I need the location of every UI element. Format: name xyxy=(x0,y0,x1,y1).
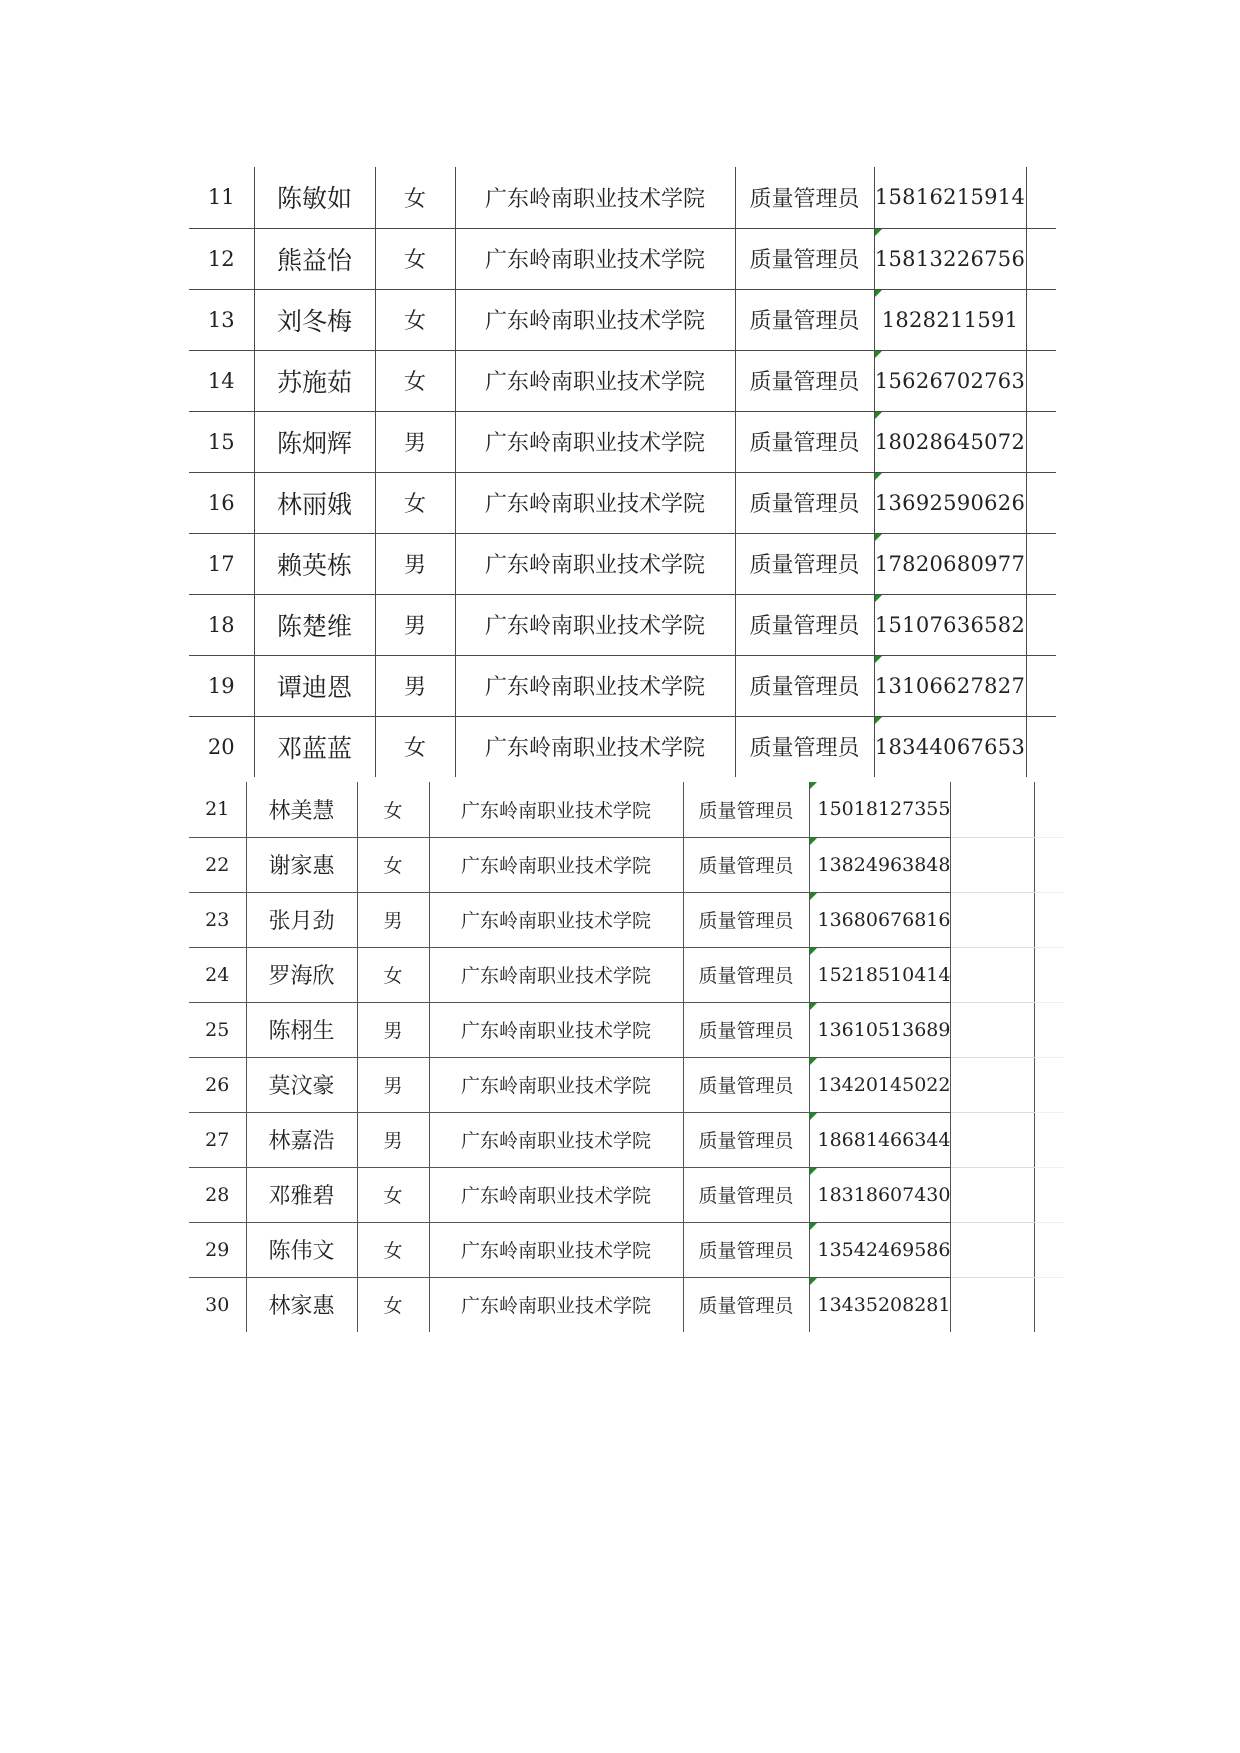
person-name: 陈楚维 xyxy=(254,594,375,655)
empty-cell xyxy=(1026,289,1056,350)
gender: 男 xyxy=(357,892,429,947)
empty-cell xyxy=(1026,655,1056,716)
comment-marker-icon xyxy=(810,1113,817,1120)
row-number: 15 xyxy=(189,411,254,472)
school-name: 广东岭南职业技术学院 xyxy=(455,350,735,411)
school-name: 广东岭南职业技术学院 xyxy=(455,472,735,533)
role: 质量管理员 xyxy=(735,533,874,594)
role: 质量管理员 xyxy=(735,716,874,777)
person-name: 罗海欣 xyxy=(246,947,357,1002)
table-row xyxy=(189,1057,1064,1112)
gender: 女 xyxy=(357,1222,429,1277)
comment-marker-icon xyxy=(875,290,882,297)
gender: 女 xyxy=(357,947,429,1002)
table-row xyxy=(189,167,1056,228)
comment-marker-icon xyxy=(875,412,882,419)
person-name: 林家惠 xyxy=(246,1277,357,1332)
gender: 女 xyxy=(375,167,455,228)
school-name: 广东岭南职业技术学院 xyxy=(429,1222,683,1277)
comment-marker-icon xyxy=(810,1168,817,1175)
school-name: 广东岭南职业技术学院 xyxy=(429,1167,683,1222)
gender: 男 xyxy=(375,655,455,716)
phone-number: 1828211591 xyxy=(874,289,1026,350)
gender: 女 xyxy=(357,1167,429,1222)
comment-marker-icon xyxy=(875,229,882,236)
comment-marker-icon xyxy=(810,1003,817,1010)
gender: 女 xyxy=(375,350,455,411)
school-name: 广东岭南职业技术学院 xyxy=(455,655,735,716)
roster-table-1 xyxy=(189,167,1056,777)
person-name: 张月劲 xyxy=(246,892,357,947)
person-name: 熊益怡 xyxy=(254,228,375,289)
phone-number: 13610513689 xyxy=(809,1002,951,1057)
role: 质量管理员 xyxy=(735,655,874,716)
empty-cell xyxy=(1035,947,1064,1002)
person-name: 苏施茹 xyxy=(254,350,375,411)
table-row xyxy=(189,472,1056,533)
role: 质量管理员 xyxy=(683,1167,809,1222)
table-row xyxy=(189,655,1056,716)
table-row xyxy=(189,533,1056,594)
gender: 女 xyxy=(357,1277,429,1332)
role: 质量管理员 xyxy=(683,1057,809,1112)
row-number: 22 xyxy=(189,837,246,892)
empty-cell xyxy=(1035,1057,1064,1112)
school-name: 广东岭南职业技术学院 xyxy=(455,228,735,289)
role: 质量管理员 xyxy=(683,1277,809,1332)
school-name: 广东岭南职业技术学院 xyxy=(429,947,683,1002)
table-row xyxy=(189,350,1056,411)
empty-cell xyxy=(1026,716,1056,777)
gender: 男 xyxy=(375,594,455,655)
phone-number: 18318607430 xyxy=(809,1167,951,1222)
person-name: 林嘉浩 xyxy=(246,1112,357,1167)
role: 质量管理员 xyxy=(683,837,809,892)
row-number: 14 xyxy=(189,350,254,411)
gender: 女 xyxy=(375,716,455,777)
person-name: 林丽娥 xyxy=(254,472,375,533)
gender: 男 xyxy=(375,533,455,594)
empty-cell xyxy=(951,837,1035,892)
phone-number: 18344067653 xyxy=(874,716,1026,777)
empty-cell xyxy=(1026,411,1056,472)
comment-marker-icon xyxy=(810,1058,817,1065)
gender: 女 xyxy=(375,472,455,533)
person-name: 陈伟文 xyxy=(246,1222,357,1277)
row-number: 16 xyxy=(189,472,254,533)
phone-number: 13435208281 xyxy=(809,1277,951,1332)
table-row xyxy=(189,837,1064,892)
table-row xyxy=(189,782,1064,837)
empty-cell xyxy=(951,1167,1035,1222)
empty-cell xyxy=(1026,594,1056,655)
school-name: 广东岭南职业技术学院 xyxy=(429,1277,683,1332)
empty-cell xyxy=(1026,167,1056,228)
empty-cell xyxy=(1035,1222,1064,1277)
comment-marker-icon xyxy=(875,351,882,358)
gender: 女 xyxy=(375,289,455,350)
phone-number: 15018127355 xyxy=(809,782,951,837)
empty-cell xyxy=(951,782,1035,837)
empty-cell xyxy=(1026,228,1056,289)
table-row xyxy=(189,1222,1064,1277)
comment-marker-icon xyxy=(875,473,882,480)
phone-number: 13680676816 xyxy=(809,892,951,947)
table-row xyxy=(189,1112,1064,1167)
gender: 男 xyxy=(357,1057,429,1112)
table-row xyxy=(189,716,1056,777)
person-name: 林美慧 xyxy=(246,782,357,837)
empty-cell xyxy=(951,1002,1035,1057)
empty-cell xyxy=(951,947,1035,1002)
school-name: 广东岭南职业技术学院 xyxy=(455,167,735,228)
comment-marker-icon xyxy=(810,1223,817,1230)
role: 质量管理员 xyxy=(683,892,809,947)
phone-number: 18681466344 xyxy=(809,1112,951,1167)
table-row xyxy=(189,1167,1064,1222)
person-name: 赖英栋 xyxy=(254,533,375,594)
phone-number: 13824963848 xyxy=(809,837,951,892)
comment-marker-icon xyxy=(810,1278,817,1285)
role: 质量管理员 xyxy=(735,350,874,411)
gender: 女 xyxy=(357,837,429,892)
role: 质量管理员 xyxy=(735,472,874,533)
comment-marker-icon xyxy=(875,595,882,602)
person-name: 陈炯辉 xyxy=(254,411,375,472)
table-row xyxy=(189,892,1064,947)
row-number: 20 xyxy=(207,734,235,759)
table-row xyxy=(189,411,1056,472)
comment-marker-icon xyxy=(875,717,882,724)
phone-number: 18028645072 xyxy=(874,411,1026,472)
school-name: 广东岭南职业技术学院 xyxy=(429,782,683,837)
school-name: 广东岭南职业技术学院 xyxy=(455,716,735,777)
phone-number: 17820680977 xyxy=(874,533,1026,594)
empty-cell xyxy=(1035,1277,1064,1332)
row-number: 23 xyxy=(189,892,246,947)
role: 质量管理员 xyxy=(683,1002,809,1057)
empty-cell xyxy=(1026,350,1056,411)
empty-cell xyxy=(1026,472,1056,533)
person-name: 谢家惠 xyxy=(246,837,357,892)
row-number: 29 xyxy=(189,1222,246,1277)
empty-cell xyxy=(1035,782,1064,837)
empty-cell xyxy=(1035,1002,1064,1057)
role: 质量管理员 xyxy=(683,947,809,1002)
row-number: 17 xyxy=(189,533,254,594)
person-name: 邓雅碧 xyxy=(246,1167,357,1222)
phone-number: 15813226756 xyxy=(874,228,1026,289)
table-row xyxy=(189,1277,1064,1332)
table-row xyxy=(189,594,1056,655)
empty-cell xyxy=(1035,1112,1064,1167)
phone-number: 13542469586 xyxy=(809,1222,951,1277)
comment-marker-icon xyxy=(810,782,817,789)
phone-number: 15107636582 xyxy=(874,594,1026,655)
empty-cell xyxy=(1035,892,1064,947)
person-name: 陈栩生 xyxy=(246,1002,357,1057)
role: 质量管理员 xyxy=(683,1112,809,1167)
row-number: 24 xyxy=(189,947,246,1002)
row-number: 21 xyxy=(189,782,246,837)
role: 质量管理员 xyxy=(735,594,874,655)
roster-table-2 xyxy=(189,782,1064,1332)
gender: 女 xyxy=(375,228,455,289)
comment-marker-icon xyxy=(875,656,882,663)
person-name: 陈敏如 xyxy=(254,167,375,228)
role: 质量管理员 xyxy=(735,228,874,289)
row-number: 26 xyxy=(189,1057,246,1112)
empty-cell xyxy=(951,1112,1035,1167)
row-number: 18 xyxy=(189,594,254,655)
empty-cell xyxy=(951,1277,1035,1332)
empty-cell xyxy=(951,1222,1035,1277)
phone-number: 15218510414 xyxy=(809,947,951,1002)
role: 质量管理员 xyxy=(735,167,874,228)
school-name: 广东岭南职业技术学院 xyxy=(455,411,735,472)
gender: 男 xyxy=(357,1112,429,1167)
person-name: 刘冬梅 xyxy=(254,289,375,350)
row-number: 28 xyxy=(189,1167,246,1222)
phone-number: 13420145022 xyxy=(809,1057,951,1112)
empty-cell xyxy=(1035,837,1064,892)
table-row xyxy=(189,289,1056,350)
phone-number: 13692590626 xyxy=(874,472,1026,533)
person-name: 邓蓝蓝 xyxy=(254,716,375,777)
school-name: 广东岭南职业技术学院 xyxy=(429,892,683,947)
comment-marker-icon xyxy=(875,534,882,541)
row-number: 30 xyxy=(205,1293,230,1316)
person-name: 谭迪恩 xyxy=(254,655,375,716)
role: 质量管理员 xyxy=(683,1222,809,1277)
empty-cell xyxy=(951,892,1035,947)
comment-marker-icon xyxy=(810,948,817,955)
row-number: 12 xyxy=(189,228,254,289)
school-name: 广东岭南职业技术学院 xyxy=(429,1057,683,1112)
gender: 男 xyxy=(375,411,455,472)
gender: 女 xyxy=(357,782,429,837)
row-number: 19 xyxy=(189,655,254,716)
phone-number: 13106627827 xyxy=(874,655,1026,716)
table-row xyxy=(189,947,1064,1002)
table-row xyxy=(189,228,1056,289)
role: 质量管理员 xyxy=(735,289,874,350)
empty-cell xyxy=(1035,1167,1064,1222)
school-name: 广东岭南职业技术学院 xyxy=(455,594,735,655)
phone-number: 15816215914 xyxy=(874,167,1026,228)
school-name: 广东岭南职业技术学院 xyxy=(455,533,735,594)
comment-marker-icon xyxy=(810,893,817,900)
role: 质量管理员 xyxy=(683,782,809,837)
gender: 男 xyxy=(357,1002,429,1057)
role: 质量管理员 xyxy=(735,411,874,472)
row-number: 27 xyxy=(189,1112,246,1167)
school-name: 广东岭南职业技术学院 xyxy=(429,1002,683,1057)
school-name: 广东岭南职业技术学院 xyxy=(429,837,683,892)
empty-cell xyxy=(951,1057,1035,1112)
row-number: 25 xyxy=(189,1002,246,1057)
person-name: 莫汶豪 xyxy=(246,1057,357,1112)
table-row xyxy=(189,1002,1064,1057)
row-number: 13 xyxy=(189,289,254,350)
phone-number: 15626702763 xyxy=(874,350,1026,411)
empty-cell xyxy=(1026,533,1056,594)
row-number: 11 xyxy=(189,167,254,228)
school-name: 广东岭南职业技术学院 xyxy=(455,289,735,350)
comment-marker-icon xyxy=(810,838,817,845)
school-name: 广东岭南职业技术学院 xyxy=(429,1112,683,1167)
